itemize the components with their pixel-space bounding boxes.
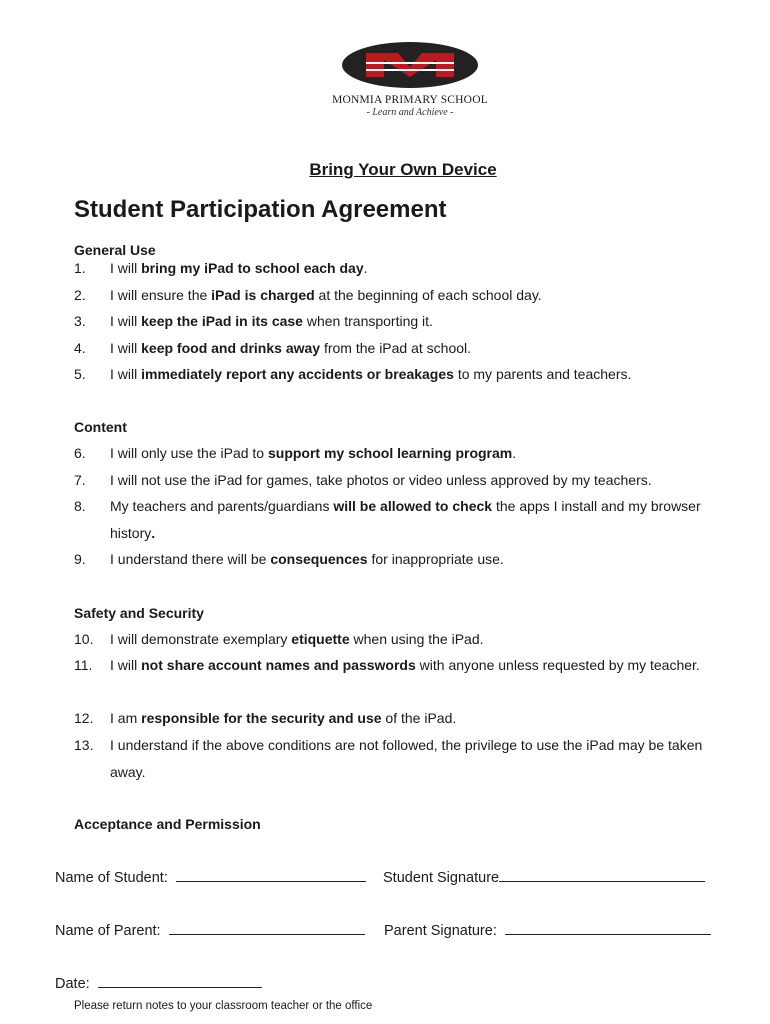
- parent-name-label: Name of Parent:: [55, 923, 161, 939]
- agreement-item-emphasis: will be allowed to check: [333, 498, 493, 514]
- agreement-item-segment: when transporting it.: [302, 313, 433, 329]
- agreement-item-number: 11.: [74, 657, 93, 673]
- school-motto: - Learn and Achieve -: [366, 107, 454, 118]
- agreement-item-text: [110, 705, 734, 732]
- agreement-item-emphasis: iPad is charged: [211, 287, 315, 303]
- agreement-item-text: [110, 493, 734, 546]
- agreement-item-emphasis: keep the iPad in its case: [141, 313, 303, 329]
- student-name-field[interactable]: [176, 869, 366, 882]
- agreement-item-emphasis: consequences: [270, 551, 368, 567]
- parent-name-field-row: [55, 922, 365, 939]
- monmia-m-logo-icon: [340, 40, 480, 90]
- student-signature-field-row: [383, 869, 705, 886]
- agreement-item-segment: for inappropriate use.: [367, 551, 504, 567]
- agreement-item-text: [110, 546, 734, 573]
- agreement-item-number: 6.: [74, 445, 86, 461]
- agreement-item-segment: I will: [110, 657, 142, 673]
- agreement-item: [74, 308, 734, 335]
- date-field-row: [55, 975, 262, 992]
- agreement-item-emphasis: bring my iPad to school each day: [141, 260, 364, 276]
- agreement-item-segment: from the iPad at school.: [320, 340, 472, 356]
- agreement-item-segment: I will: [110, 260, 142, 276]
- section-heading-safety-security: Safety and Security: [74, 605, 204, 621]
- agreement-item-number: 8.: [74, 498, 86, 514]
- agreement-item-text: [110, 467, 734, 494]
- section-heading-general-use: General Use: [74, 242, 156, 258]
- student-name-label: Name of Student:: [55, 870, 168, 886]
- agreement-item-text: [110, 361, 734, 388]
- agreement-item: [74, 467, 734, 494]
- agreement-item-number: 10.: [74, 631, 94, 647]
- agreement-item-number: 4.: [74, 340, 86, 356]
- agreement-item-segment: with anyone unless requested by my teacher.: [415, 657, 700, 673]
- agreement-item: [74, 282, 734, 309]
- agreement-item-segment: at the beginning of each school day.: [314, 287, 542, 303]
- document-title: Student Participation Agreement: [74, 196, 447, 223]
- footer-note: Please return notes to your classroom teacher or the office: [74, 1000, 373, 1012]
- agreement-item-segment: I understand there will be: [110, 551, 271, 567]
- agreement-item-segment: I will demonstrate exemplary: [110, 631, 292, 647]
- parent-signature-label: Parent Signature:: [384, 923, 497, 939]
- parent-name-field[interactable]: [169, 922, 365, 935]
- agreement-item-segment: I understand if the above conditions are not followed, the privilege to use the iPad may be taken away.: [110, 737, 703, 780]
- document-subtitle: Bring Your Own Device: [309, 160, 497, 179]
- agreement-item: [74, 626, 734, 653]
- parent-signature-field[interactable]: [505, 922, 711, 935]
- agreement-item-number: 5.: [74, 366, 86, 382]
- agreement-item-segment: the apps I install and my browser history: [110, 498, 701, 541]
- agreement-item: [74, 335, 734, 362]
- student-signature-label: Student Signature: [383, 870, 500, 886]
- agreement-item-text: [110, 440, 734, 467]
- agreement-item-segment: I will: [110, 366, 142, 382]
- agreement-item-number: 1.: [74, 260, 86, 276]
- agreement-item: [74, 705, 734, 732]
- section-heading-content: Content: [74, 419, 127, 435]
- agreement-item-segment: I will ensure the: [110, 287, 212, 303]
- agreement-item-emphasis: keep food and drinks away: [141, 340, 321, 356]
- agreement-item: [74, 440, 734, 467]
- school-logo-block: [300, 40, 520, 118]
- agreement-item-text: [110, 282, 734, 309]
- agreement-item-segment: I will only use the iPad to: [110, 445, 268, 461]
- agreement-item-text: [110, 335, 734, 362]
- agreement-item: [74, 255, 734, 282]
- agreement-item-number: 9.: [74, 551, 86, 567]
- agreement-item-segment: of the iPad.: [381, 710, 457, 726]
- parent-signature-field-row: [384, 922, 711, 939]
- agreement-item-text: [110, 652, 734, 679]
- date-field[interactable]: [98, 975, 262, 988]
- agreement-item-segment: .: [363, 260, 368, 276]
- agreement-item: [74, 732, 734, 785]
- agreement-item-emphasis: .: [151, 524, 156, 541]
- agreement-item-number: 12.: [74, 710, 94, 726]
- agreement-item-number: 2.: [74, 287, 86, 303]
- agreement-item-text: [110, 732, 734, 785]
- agreement-item-emphasis: etiquette: [291, 631, 350, 647]
- agreement-item: [74, 546, 734, 573]
- school-name: MONMIA PRIMARY SCHOOL: [332, 94, 488, 106]
- agreement-item-segment: .: [512, 445, 517, 461]
- agreement-item-number: 13.: [74, 737, 94, 753]
- agreement-item-emphasis: responsible for the security and use: [141, 710, 382, 726]
- agreement-item-segment: when using the iPad.: [349, 631, 484, 647]
- agreement-item-segment: I will: [110, 313, 142, 329]
- agreement-item-emphasis: not share account names and passwords: [141, 657, 416, 673]
- agreement-item-number: 7.: [74, 472, 86, 488]
- section-heading-acceptance: Acceptance and Permission: [74, 816, 261, 832]
- agreement-item: [74, 361, 734, 388]
- date-label: Date:: [55, 976, 90, 992]
- agreement-item-emphasis: immediately report any accidents or breakages: [141, 366, 454, 382]
- agreement-item: [74, 493, 734, 546]
- agreement-item-text: [110, 626, 734, 653]
- agreement-item: [74, 652, 734, 679]
- agreement-item-number: 3.: [74, 313, 86, 329]
- agreement-item-emphasis: support my school learning program: [267, 445, 513, 461]
- agreement-item-text: [110, 308, 734, 335]
- agreement-item-text: [110, 255, 734, 282]
- student-signature-field[interactable]: [499, 869, 705, 882]
- agreement-item-segment: to my parents and teachers.: [453, 366, 632, 382]
- agreement-item-segment: I will: [110, 340, 142, 356]
- agreement-item-segment: I will not use the iPad for games, take photos or video unless approved by my teachers.: [110, 472, 652, 488]
- agreement-item-segment: I am: [110, 710, 142, 726]
- agreement-item-segment: My teachers and parents/guardians: [110, 498, 334, 514]
- student-name-field-row: [55, 869, 366, 886]
